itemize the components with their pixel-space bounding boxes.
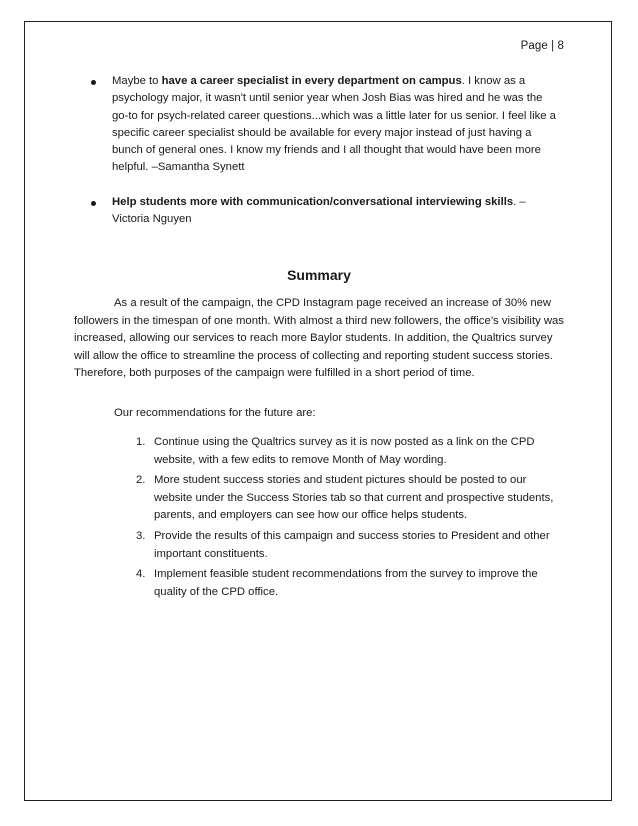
feedback-text-bold: have a career specialist in every department on campus <box>161 75 462 87</box>
feedback-text-post: . –Victoria Nguyen <box>112 195 526 226</box>
recommendation-text: More student success stories and student pictures should be posted to our website under the Success Stories tab so that current and prospective students, parents, and employers can see how our office helps students. <box>154 474 554 522</box>
recommendations-list <box>114 434 560 604</box>
summary-paragraph: As a result of the campaign, the CPD Instagram page received an increase of 30% new followers in the timespan of one month. With almost a third new followers, the office’s visibility was increased, allowing our services to reach more Baylor students. In addition, the Qualtrics survey will allow the office to streamline the process of collecting and reporting student success stories. Therefore, both purposes of the campaign were fulfilled in a short period of time. <box>74 297 564 380</box>
page-number: Page | 8 <box>520 40 564 52</box>
summary-heading: Summary <box>287 267 351 283</box>
recommendations-intro: Our recommendations for the future are: <box>114 407 316 419</box>
recommendation-item <box>114 472 560 525</box>
feedback-list <box>82 73 560 245</box>
recommendation-item <box>114 434 560 469</box>
recommendation-item <box>114 566 560 601</box>
feedback-text-bold: Help students more with communication/conversational interviewing skills <box>112 195 514 208</box>
recommendation-text: Implement feasible student recommendations from the survey to improve the quality of the CPD office. <box>154 568 538 598</box>
recommendation-number: 4. <box>136 568 146 581</box>
bullet-icon <box>91 201 96 206</box>
recommendation-number: 3. <box>136 529 146 542</box>
feedback-item <box>82 194 560 229</box>
feedback-item <box>82 73 560 177</box>
recommendation-item <box>114 528 560 563</box>
recommendation-number: 1. <box>136 436 146 448</box>
feedback-text-post: . I know as a psychology major, it wasn't until senior year when Josh Bias was hired and he was the go-to for psych-related career questions...which was a little later for us senior. I feel like a specific career specialist should be available for every major instead of just having a bunch of general ones. I know my friends and I all thought that would have been more helpful. –Samantha Synett <box>112 75 556 174</box>
bullet-icon <box>91 80 96 85</box>
feedback-text-pre: Maybe to <box>112 75 162 87</box>
recommendation-number: 2. <box>136 474 146 487</box>
recommendation-text: Provide the results of this campaign and success stories to President and other important constituents. <box>154 529 550 560</box>
recommendation-text: Continue using the Qualtrics survey as it is now posted as a link on the CPD website, with a few edits to remove Month of May wording. <box>154 436 535 466</box>
